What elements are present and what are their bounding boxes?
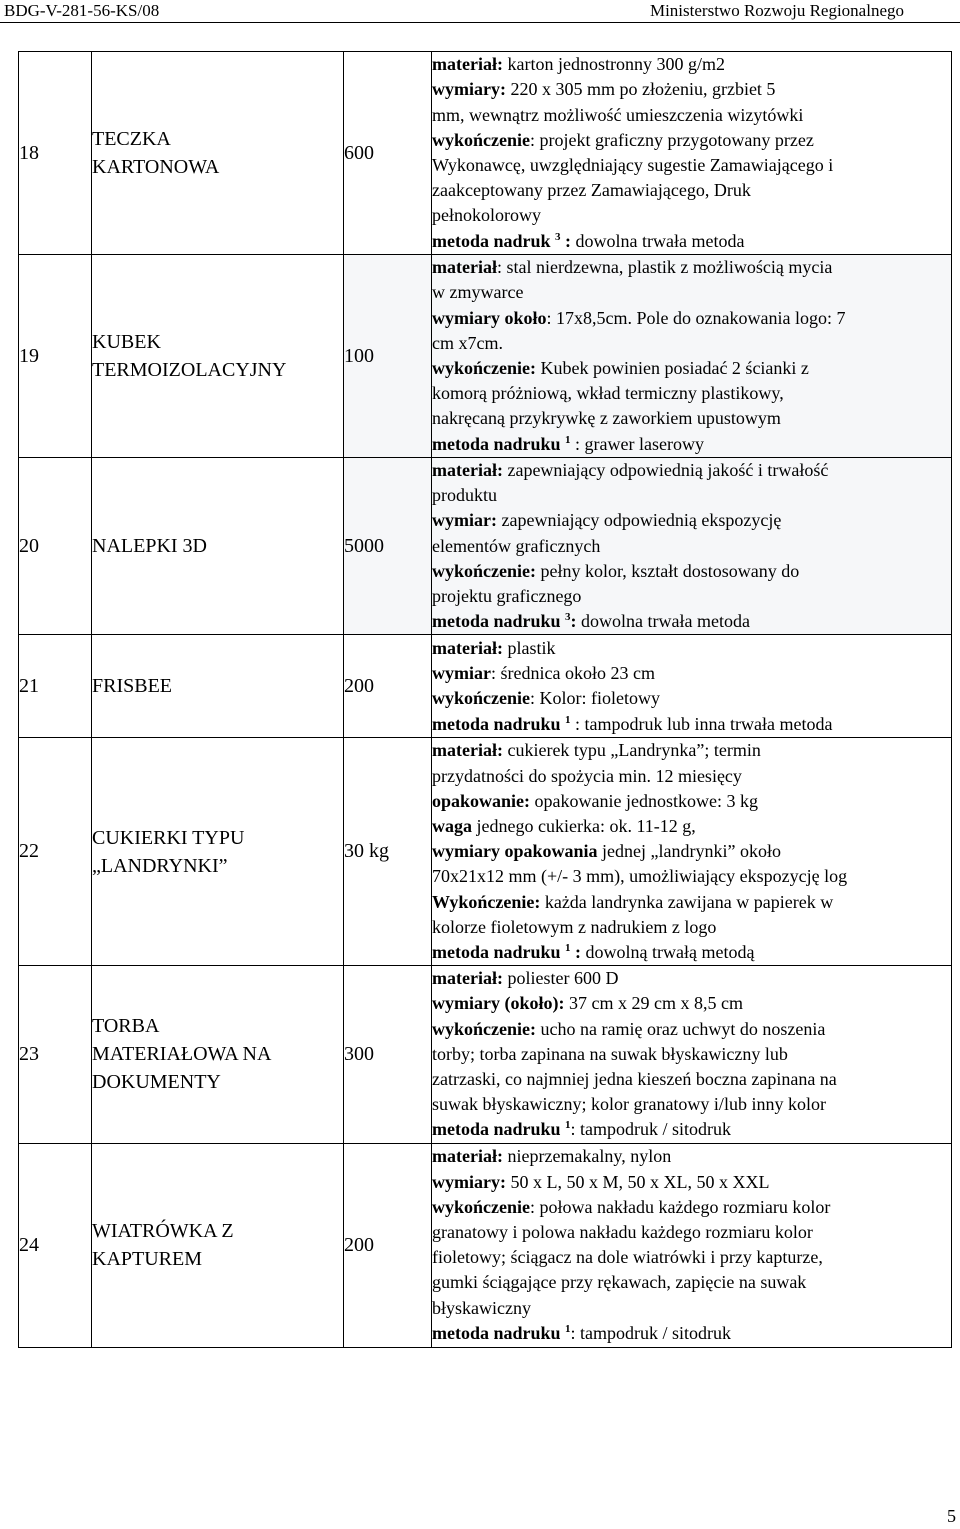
spec-line — [432, 1117, 951, 1142]
spec-line — [432, 331, 951, 356]
item-specification — [432, 966, 952, 1143]
item-number: 18 — [19, 52, 92, 255]
footnote-marker: 1 — [565, 942, 571, 955]
spec-line — [432, 636, 951, 661]
spec-key: metoda nadruku — [432, 433, 566, 454]
spec-line — [432, 940, 951, 965]
spec-key: materiał — [432, 257, 497, 278]
spec-line — [432, 356, 951, 381]
spec-line — [432, 559, 951, 584]
spec-text: błyskawiczny — [432, 1297, 531, 1318]
footnote-marker: 1 — [565, 1322, 571, 1335]
table-row — [19, 738, 952, 966]
ministry-name: Ministerstwo Rozwoju Regionalnego — [649, 1, 904, 20]
table-row — [19, 458, 952, 635]
spec-text: : tampodruk lub inna trwała metoda — [570, 713, 833, 734]
spec-line — [432, 966, 951, 991]
item-name-line: DOKUMENTY — [92, 1071, 221, 1094]
spec-line — [432, 483, 951, 508]
footnote-marker: 1 — [565, 713, 571, 726]
spec-line — [432, 280, 951, 305]
item-specification — [432, 635, 952, 738]
spec-text: : połowa nakładu każdego rozmiaru kolor — [530, 1196, 831, 1217]
spec-text: Wykonawcę, uwzględniający sugestie Zamawiającego i — [432, 155, 834, 175]
spec-key: opakowanie: — [432, 790, 531, 811]
item-specification — [432, 1143, 952, 1347]
spec-key: wykończenie — [432, 1196, 530, 1217]
item-name — [92, 255, 344, 458]
spec-line — [432, 534, 951, 559]
item-number: 20 — [19, 458, 92, 635]
spec-text: : stal nierdzewna, plastik z możliwością mycia — [496, 257, 833, 278]
item-specification — [432, 255, 952, 458]
spec-line — [432, 1042, 951, 1067]
table-row — [19, 635, 952, 738]
spec-line — [432, 52, 951, 77]
spec-text: przydatności do spożycia min. 12 miesięcy — [432, 765, 742, 786]
spec-text: produktu — [432, 485, 497, 506]
spec-line — [432, 1017, 951, 1042]
spec-text: każda landrynka zawijana w papierek w — [540, 891, 834, 912]
item-name-line: WIATRÓWKA Z — [92, 1220, 234, 1243]
spec-key: metoda nadruku — [432, 1119, 566, 1140]
spec-text: ucho na ramię oraz uchwyt do noszenia — [535, 1018, 826, 1039]
spec-line — [432, 661, 951, 686]
spec-text: 37 cm x 29 cm x 8,5 cm — [564, 993, 743, 1014]
table-row — [19, 966, 952, 1143]
item-specification — [432, 738, 952, 966]
item-name-line: TECZKA — [92, 128, 171, 150]
spec-text: torby; torba zapinana na suwak błyskawiczny lub — [432, 1043, 788, 1064]
spec-key: materiał: — [432, 54, 503, 75]
item-name-line: CUKIERKI TYPU — [92, 826, 245, 849]
spec-line — [432, 406, 951, 431]
spec-key: wymiar: — [432, 510, 497, 531]
spec-line — [432, 153, 951, 178]
item-name — [92, 1143, 344, 1347]
spec-text: 50 x L, 50 x M, 50 x XL, 50 x XXL — [505, 1171, 770, 1192]
item-name — [92, 635, 344, 738]
spec-line — [432, 1270, 951, 1295]
item-name-line: TERMOIZOLACYJNY — [92, 359, 287, 381]
item-name-line: KUBEK — [92, 331, 161, 353]
item-specification — [432, 458, 952, 635]
spec-text: zaakceptowany przez Zamawiającego, Druk — [432, 180, 751, 201]
item-name — [92, 738, 344, 966]
spec-text: jednej „landrynki” około — [597, 841, 781, 862]
spec-text: nieprzemakalny, nylon — [502, 1146, 672, 1167]
spec-key: materiał: — [432, 638, 503, 659]
spec-key: wymiary: — [432, 79, 506, 100]
spec-text: dowolną trwałą metodą — [581, 942, 755, 963]
spec-text: : Kolor: fioletowy — [530, 688, 660, 709]
spec-key: metoda nadruku — [432, 942, 566, 963]
spec-text: : średnica około 23 cm — [490, 663, 655, 684]
spec-text: granatowy i polowa nakładu każdego rozmiaru kolor — [432, 1221, 813, 1242]
table-row — [19, 1143, 952, 1347]
footnote-marker: 3 — [555, 230, 561, 243]
spec-key: wymiary około — [432, 307, 547, 328]
spec-text: cm x7cm. — [432, 332, 503, 353]
item-quantity: 200 — [344, 635, 432, 738]
spec-line — [432, 864, 951, 889]
spec-text: projektu graficznego — [432, 586, 582, 607]
item-quantity: 200 — [344, 1143, 432, 1347]
specification-table — [18, 51, 952, 1348]
spec-text: 70x21x12 mm (+/- 3 mm), umożliwiający ekspozycję log — [432, 866, 848, 887]
item-number: 22 — [19, 738, 92, 966]
spec-text: : tampodruk / sitodruk — [570, 1322, 732, 1343]
spec-text: dowolna trwała metoda — [571, 230, 745, 251]
spec-text: Kubek powinien posiadać 2 ścianki z — [535, 358, 809, 378]
spec-key: Wykończenie: — [432, 891, 541, 912]
spec-key: : — [570, 611, 577, 632]
spec-line — [432, 178, 951, 203]
spec-line — [432, 432, 951, 457]
spec-line — [432, 686, 951, 711]
spec-text: w zmywarce — [432, 282, 524, 303]
spec-line — [432, 203, 951, 228]
spec-text: gumki ściągające przy rękawach, zapięcie na suwak — [432, 1272, 807, 1293]
footnote-marker: 3 — [565, 611, 571, 624]
spec-key: metoda nadruku — [432, 1322, 566, 1343]
spec-text: nakręcaną przykrywkę z zaworkiem upustowym — [432, 408, 781, 429]
spec-line — [432, 712, 951, 737]
spec-line — [432, 103, 951, 128]
item-name — [92, 966, 344, 1143]
spec-line — [432, 1296, 951, 1321]
item-quantity: 600 — [344, 52, 432, 255]
item-number: 23 — [19, 966, 92, 1143]
header-rule — [0, 22, 960, 23]
spec-line — [432, 508, 951, 533]
spec-key: waga — [432, 816, 472, 837]
item-name — [92, 458, 344, 635]
item-number: 19 — [19, 255, 92, 458]
item-name — [92, 52, 344, 255]
item-name-line: FRISBEE — [92, 675, 173, 698]
spec-text: zatrzaski, co najmniej jedna kieszeń boczna zapinana na — [432, 1069, 837, 1090]
spec-text: : grawer laserowy — [570, 433, 704, 454]
spec-text: jednego cukierka: ok. 11-12 g, — [472, 816, 696, 837]
spec-key: materiał: — [432, 968, 503, 989]
spec-line — [432, 1195, 951, 1220]
spec-key: wykończenie — [432, 688, 530, 709]
spec-text: zapewniający odpowiednią jakość i trwałość — [502, 460, 829, 480]
item-quantity: 30 kg — [344, 738, 432, 966]
spec-text: : tampodruk / sitodruk — [570, 1119, 732, 1140]
document-id: BDG-V-281-56-KS/08 — [4, 1, 160, 20]
spec-line — [432, 381, 951, 406]
spec-line — [432, 764, 951, 789]
item-name-line: KARTONOWA — [92, 156, 220, 178]
spec-key: wykończenie: — [432, 560, 536, 581]
specification-table-body — [19, 52, 952, 1348]
spec-line — [432, 814, 951, 839]
spec-text: suwak błyskawiczny; kolor granatowy i/lub inny kolor — [432, 1094, 826, 1115]
spec-key: materiał: — [432, 460, 503, 480]
spec-text: mm, wewnątrz możliwość umieszczenia wizytówki — [432, 104, 804, 125]
spec-text: poliester 600 D — [502, 968, 619, 989]
spec-line — [432, 77, 951, 102]
spec-line — [432, 458, 951, 483]
spec-key: wymiary opakowania — [432, 841, 598, 862]
spec-key: wymiary (około): — [432, 993, 565, 1014]
spec-key: metoda nadruku — [432, 713, 566, 734]
footnote-marker: 1 — [565, 433, 571, 446]
item-number: 21 — [19, 635, 92, 738]
spec-text: karton jednostronny 300 g/m2 — [502, 54, 725, 75]
spec-line — [432, 584, 951, 609]
item-name-line: TORBA — [92, 1015, 160, 1038]
table-row — [19, 52, 952, 255]
footnote-marker: 1 — [565, 1119, 571, 1132]
spec-line — [432, 1170, 951, 1195]
item-quantity: 5000 — [344, 458, 432, 635]
spec-line — [432, 306, 951, 331]
page-header — [0, 0, 960, 22]
spec-key: wykończenie: — [432, 358, 536, 378]
spec-text: 220 x 305 mm po złożeniu, grzbiet 5 — [505, 79, 776, 100]
spec-line — [432, 1067, 951, 1092]
spec-key: : — [560, 230, 572, 251]
spec-line — [432, 1092, 951, 1117]
spec-text: : 17x8,5cm. Pole do oznakowania logo: 7 — [546, 307, 846, 328]
spec-text: fioletowy; ściągacz na dole wiatrówki i przy kapturze, — [432, 1247, 823, 1268]
item-name-line: MATERIAŁOWA NA — [92, 1043, 272, 1066]
spec-text: dowolna trwała metoda — [576, 611, 750, 632]
item-quantity: 100 — [344, 255, 432, 458]
spec-text: kolorze fioletowym z nadrukiem z logo — [432, 916, 717, 937]
item-name-line: KAPTUREM — [92, 1248, 203, 1271]
item-name-line: „LANDRYNKI” — [92, 854, 228, 877]
spec-key: materiał: — [432, 1146, 503, 1167]
spec-key: wymiar — [432, 663, 491, 684]
spec-text: elementów graficznych — [432, 535, 601, 556]
spec-key: metoda nadruk — [432, 230, 556, 251]
spec-text: : projekt graficzny przygotowany przez — [530, 129, 814, 150]
spec-line — [432, 991, 951, 1016]
spec-line — [432, 1220, 951, 1245]
page-number: 5 — [947, 1506, 956, 1526]
item-specification — [432, 52, 952, 255]
spec-key: materiał: — [432, 740, 503, 761]
spec-line — [432, 738, 951, 763]
spec-key: wykończenie — [432, 129, 530, 150]
spec-line — [432, 609, 951, 634]
spec-line — [432, 1245, 951, 1270]
spec-line — [432, 839, 951, 864]
spec-text: cukierek typu „Landrynka”; termin — [502, 740, 761, 761]
spec-line — [432, 255, 951, 280]
spec-text: pełny kolor, kształt dostosowany do — [535, 560, 800, 581]
spec-key: wykończenie: — [432, 1018, 536, 1039]
spec-key: metoda nadruku — [432, 611, 566, 632]
spec-line — [432, 1144, 951, 1169]
item-number: 24 — [19, 1143, 92, 1347]
spec-text: pełnokolorowy — [432, 205, 541, 226]
spec-key: : — [570, 942, 582, 963]
spec-line — [432, 229, 951, 254]
item-name-line: NALEPKI 3D — [92, 535, 207, 558]
spec-line — [432, 890, 951, 915]
item-quantity: 300 — [344, 966, 432, 1143]
spec-text: zapewniający odpowiednią ekspozycję — [496, 510, 782, 531]
spec-line — [432, 915, 951, 940]
table-row — [19, 255, 952, 458]
spec-key: wymiary: — [432, 1171, 506, 1192]
spec-line — [432, 789, 951, 814]
spec-line — [432, 1321, 951, 1346]
spec-text: opakowanie jednostkowe: 3 kg — [530, 790, 758, 811]
spec-text: plastik — [502, 638, 556, 659]
spec-text: komorą próżniową, wkład termiczny plastikowy, — [432, 383, 784, 404]
spec-line — [432, 128, 951, 153]
